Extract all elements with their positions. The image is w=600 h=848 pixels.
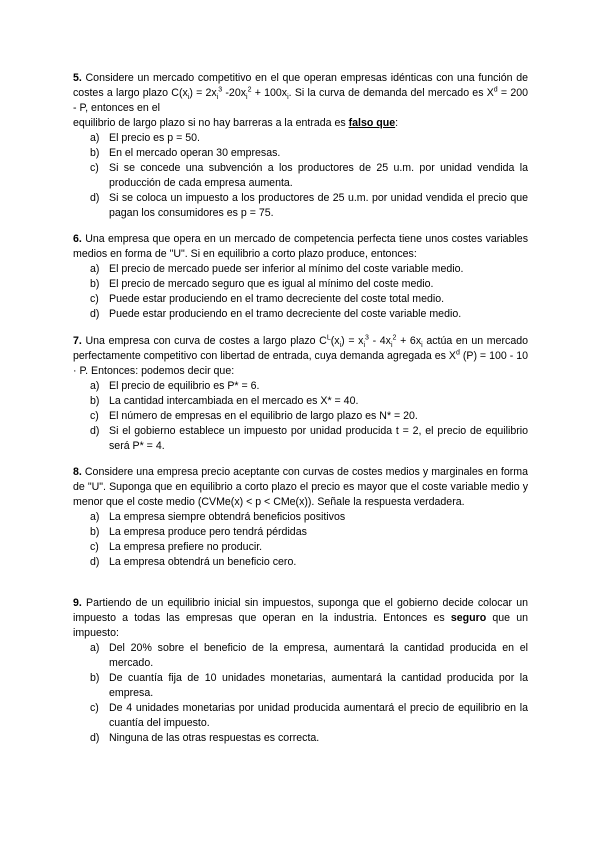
question-stem: 5. Considere un mercado competitivo en el que operan empresas idénticas con una función de costes a largo plazo $C(x_i) = 2x_i^3$ $-20x_i^2 + 100x_i$. Si la curva de demanda del mercado es $X^d = 200 - P$, entonces en el [73,72,529,114]
option-c: c) Si se concede una subvención a los productores de 25 u.m. por unidad vendida la producción de cada empresa aumenta. [90,162,528,189]
question-stem: 8. Considere una empresa precio aceptante con curvas de costes medios y marginales en forma de "U". Suponga que en equilibrio a corto plazo el precio es mayor que el coste variable medio y menor que el coste medio (CVMe(x) < p < CMe(x)). Señale la respuesta verdadera. [73,466,528,508]
question-number: 6. [73,233,82,245]
question-stem: 6. Una empresa que opera en un mercado de competencia perfecta tiene unos costes variables medios en forma de "U". Si en equilibrio a corto plazo produce, entonces: [73,233,528,260]
option-a: a) Del 20% sobre el beneficio de la empresa, aumentará la cantidad producida en el mercado. [90,642,528,669]
question-5 [73,71,528,221]
emphasis-falso-que: falso que [348,117,396,129]
option-b: b) En el mercado operan 30 empresas. [90,147,281,159]
option-c: c) De 4 unidades monetarias por unidad producida aumentará el precio de equilibrio en la cuantía del impuesto. [90,702,528,729]
option-d: d) Ninguna de las otras respuestas es correcta. [90,732,320,744]
question-number: 8. [73,466,82,478]
options-list [73,262,528,322]
option-d: d) Si el gobierno establece un impuesto por unidad producida t = 2, el precio de equilibrio será P* = 4. [90,425,528,452]
option-b: b) La empresa produce pero tendrá pérdidas [90,526,307,538]
question-number: 5. [73,72,82,84]
question-number: 9. [73,597,82,609]
options-list [73,131,528,221]
question-stem: 7. Una empresa con curva de costes a largo plazo $C^L(x_i) = x_i^3 - 4x_i^2 + 6x_i$ actúa en un mercado perfectamente competitivo con libertad de entrada, cuya demanda agregada es $X^d$ (P) = 100 - 10 · P. Entonces: podemos decir que: [73,334,528,377]
option-a: a) La empresa siempre obtendrá beneficios positivos [90,511,346,523]
option-c: c) El número de empresas en el equilibrio de largo plazo es N* = 20. [90,410,418,422]
options-list [73,510,528,570]
option-c: c) Puede estar produciendo en el tramo decreciente del coste total medio. [90,293,445,305]
option-a: a) El precio de equilibrio es P* = 6. [90,380,260,392]
option-b: b) De cuantía fija de 10 unidades monetarias, aumentará la cantidad producida por la empresa. [90,672,528,699]
options-list [73,379,528,454]
option-b: b) El precio de mercado seguro que es igual al mínimo del coste medio. [90,278,434,290]
emphasis-seguro: seguro [450,612,487,624]
option-a: a) El precio es p = 50. [90,132,200,144]
option-c: c) La empresa prefiere no producir. [90,541,263,553]
option-d: d) Puede estar produciendo en el tramo decreciente del coste variable medio. [90,308,462,320]
option-d: d) Si se coloca un impuesto a los productores de 25 u.m. por unidad vendida el precio que pagan los consumidores es p = 75. [90,192,528,219]
question-8 [73,465,528,570]
question-9 [73,596,528,746]
question-stem-continued: equilibrio de largo plazo si no hay barreras a la entrada es falso que: [73,117,399,129]
question-number: 7. [73,335,82,347]
option-a: a) El precio de mercado puede ser inferior al mínimo del coste variable medio. [90,263,464,275]
option-d: d) La empresa obtendrá un beneficio cero. [90,556,297,568]
options-list [73,641,528,746]
question-6 [73,232,528,322]
question-stem: 9. Partiendo de un equilibrio inicial sin impuestos, suponga que el gobierno decide colocar un impuesto a todas las empresas que operan en la industria. Entonces es seguro que un impuesto: [73,597,528,639]
option-b: b) La cantidad intercambiada en el mercado es X* = 40. [90,395,359,407]
question-7 [73,334,528,454]
